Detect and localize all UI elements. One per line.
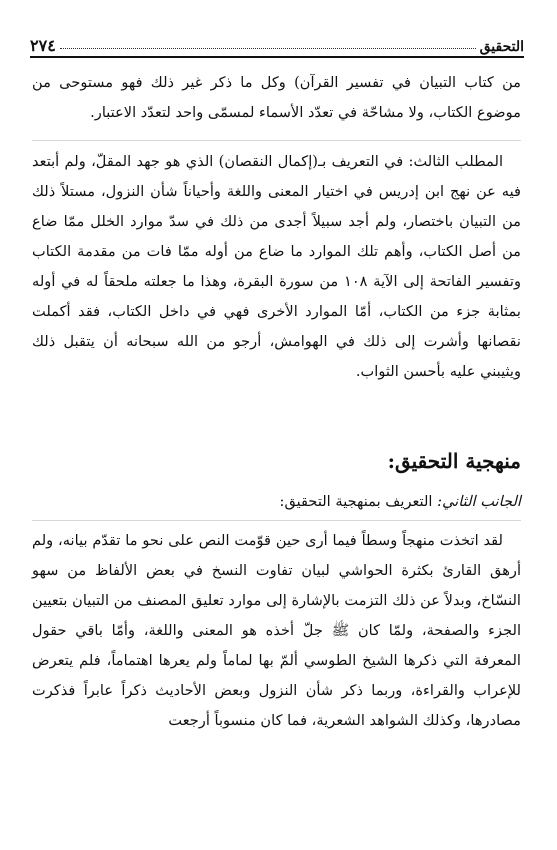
section-three-paragraph: المطلب الثالث: في التعريف بـ(إكمال النقصان) الذي هو جهد المقلّ، ولم أبتعد فيه عن نهج ابن إدريس في اختيار المعنى واللغة وأحياناً شأن النزول، مستلاً ذلك من التبيان باختصار، ولم أجد سبيلاً أجدى من ذلك في سدّ موارد الخلل ممّا ضاع من أصل الكتاب، وأهم تلك الموارد ما ضاع من أوله ممّا فات من مقدمة الكتاب وتفسير الفاتحة إلى الآية ١٠٨ من سورة البقرة، وهذا ما جعلته ملحقاً له في أوله بمثابة جزء من الكتاب، أمّا الموارد الأخرى فهي في داخل الكتاب، فقد أكملت نقصانها وأشرت إلى ذلك في الهوامش، أرجو من الله سبحانه أن يتقبل ذلك ويثيبني عليه بأحسن الثواب.: [32, 153, 522, 380]
methodology-paragraph: لقد اتخذت منهجاً وسطاً فيما أرى حين قوّمت النص على نحو ما تقدّم بيانه، ولم أرهق القارئ بكثرة الحواشي لبيان تفاوت النسخ في بعض الألفاظ من سهو النسّاخ، وبدلاً عن ذلك التزمت بالإشارة إلى موارد تعليق المصنف من التبيان بتعيين الجزء والصفحة، ولمّا كان ﷺ جلّ أخذه هو المعنى واللغة، وأمّا باقي حقول المعرفة التي ذكرها الشيخ الطوسي ألمّ بها لماماً ولم يعرها اهتماماً، فلم يتعرض للإعراب والقراءة، وربما ذكر شأن النزول وبعض الأحاديث ذكراً عابراً فذكرت مصادرها، وكذلك الشواهد الشعرية، فما كان منسوباً أرجعت: [32, 532, 521, 729]
methodology-body-block: [32, 526, 521, 736]
header-dot-leader: [60, 47, 476, 49]
page-number: ٢٧٤: [30, 36, 56, 55]
section-three-block: [32, 147, 521, 387]
page-header: [30, 31, 524, 55]
methodology-heading: منهجية التحقيق:: [387, 449, 521, 473]
intro-paragraph: من كتاب التبيان في تفسير القرآن) وكل ما ذكر غير ذلك فهو مستوحى من موضوع الكتاب، ولا مشاحّة في تعدّد الأسماء لمسمّى واحد لتعدّد الاعتبار.: [32, 74, 521, 121]
intro-paragraph-block: [32, 68, 521, 128]
methodology-subheading: [280, 493, 521, 510]
faint-divider: [32, 140, 521, 141]
header-rule: [30, 56, 524, 58]
running-title: التحقيق: [479, 39, 524, 55]
faint-divider-2: [32, 520, 521, 521]
subheading-text: التعريف بمنهجية التحقيق:: [279, 493, 438, 510]
subheading-label: الجانب الثاني:: [437, 493, 521, 510]
